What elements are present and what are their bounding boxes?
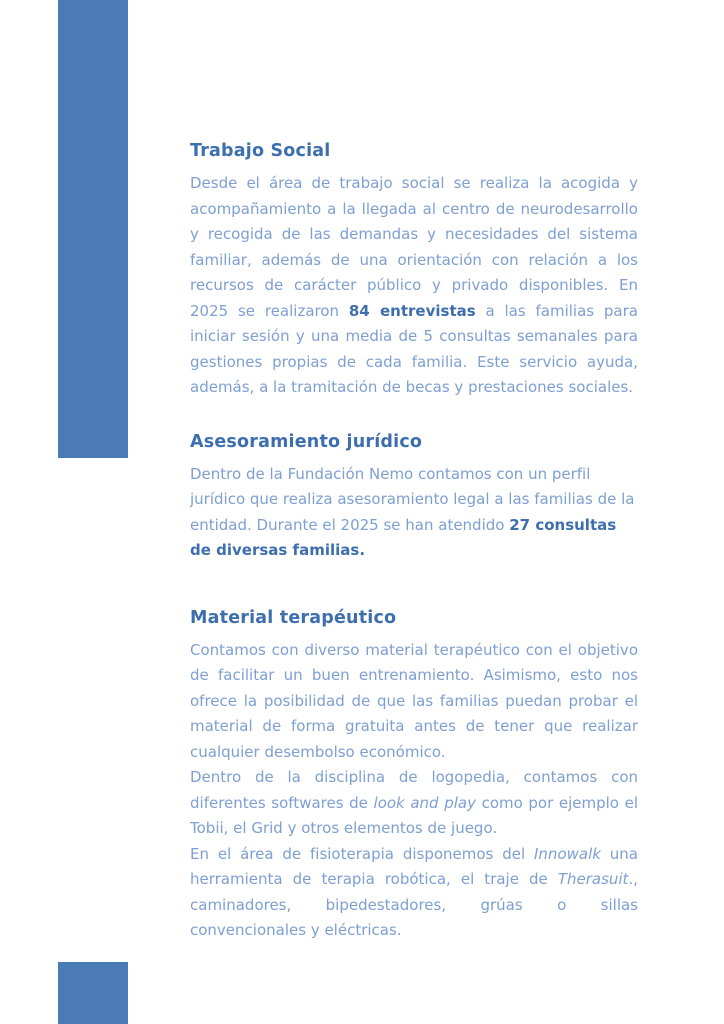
paragraph-trabajo-social xyxy=(190,171,638,401)
text-run: Dentro de la Fundación Nemo contamos con un perfil jurídico que realiza asesoramiento legal a las familias de la entidad. Durante el 2025 se han atendido xyxy=(190,464,635,534)
section-heading-trabajo-social: Trabajo Social xyxy=(190,141,331,161)
bold-text-run: 27 consultas de diversas familias. xyxy=(190,515,617,559)
left-accent-bar-top xyxy=(58,0,128,458)
italic-text-run: Innowalk xyxy=(534,844,601,863)
text-run: como por ejemplo el Tobii, el Grid y otros elementos de juego. xyxy=(190,793,638,837)
left-accent-bar-bottom xyxy=(58,962,128,1024)
content-column xyxy=(190,0,638,944)
section-trabajo-social xyxy=(190,0,638,401)
text-run: ., caminadores, bipedestadores, grúas o sillas convencionales y eléctricas. xyxy=(190,870,638,939)
section-asesoramiento-juridico xyxy=(190,432,638,564)
text-run: Contamos con diverso material terapéutico con el objetivo de facilitar un buen entrenamiento. Asimismo, esto nos ofrece la posibilidad de que las familias puedan probar el material de forma gratuita antes de tener que realizar cualquier desembolso económico. xyxy=(190,640,638,761)
text-run: Dentro de la disciplina de logopedia, contamos con diferentes softwares de xyxy=(190,768,638,812)
italic-text-run: look and play xyxy=(373,793,476,812)
section-material-terapeutico xyxy=(190,608,638,944)
section-heading-material-terapeutico: Material terapéutico xyxy=(190,607,397,628)
text-run: una herramienta de terapia robótica, el traje de xyxy=(190,844,638,888)
paragraph-material-terapeutico-3 xyxy=(190,842,638,944)
text-run: a las familias para iniciar sesión y una media de 5 consultas semanales para gestiones propias de cada familia. Este servicio ayuda, además, a la tramitación de becas y prestaciones sociales. xyxy=(190,301,638,396)
paragraph-material-terapeutico-2 xyxy=(190,765,638,842)
italic-text-run: Therasuit xyxy=(557,870,629,888)
section-heading-asesoramiento-juridico: Asesoramiento jurídico xyxy=(190,431,423,452)
paragraph-material-terapeutico-1 xyxy=(190,638,638,766)
text-run: En el área de fisioterapia disponemos del xyxy=(190,844,534,863)
text-run: Desde el área de trabajo social se realiza la acogida y acompañamiento a la llegada al centro de neurodesarrollo y recogida de las demandas y necesidades del sistema familiar, además de una orientación con relación a los recursos de carácter público y privado disponibles. En 2025 se realizaron xyxy=(190,174,638,320)
bold-text-run: 84 entrevistas xyxy=(348,301,476,320)
paragraph-asesoramiento-juridico xyxy=(190,462,638,564)
